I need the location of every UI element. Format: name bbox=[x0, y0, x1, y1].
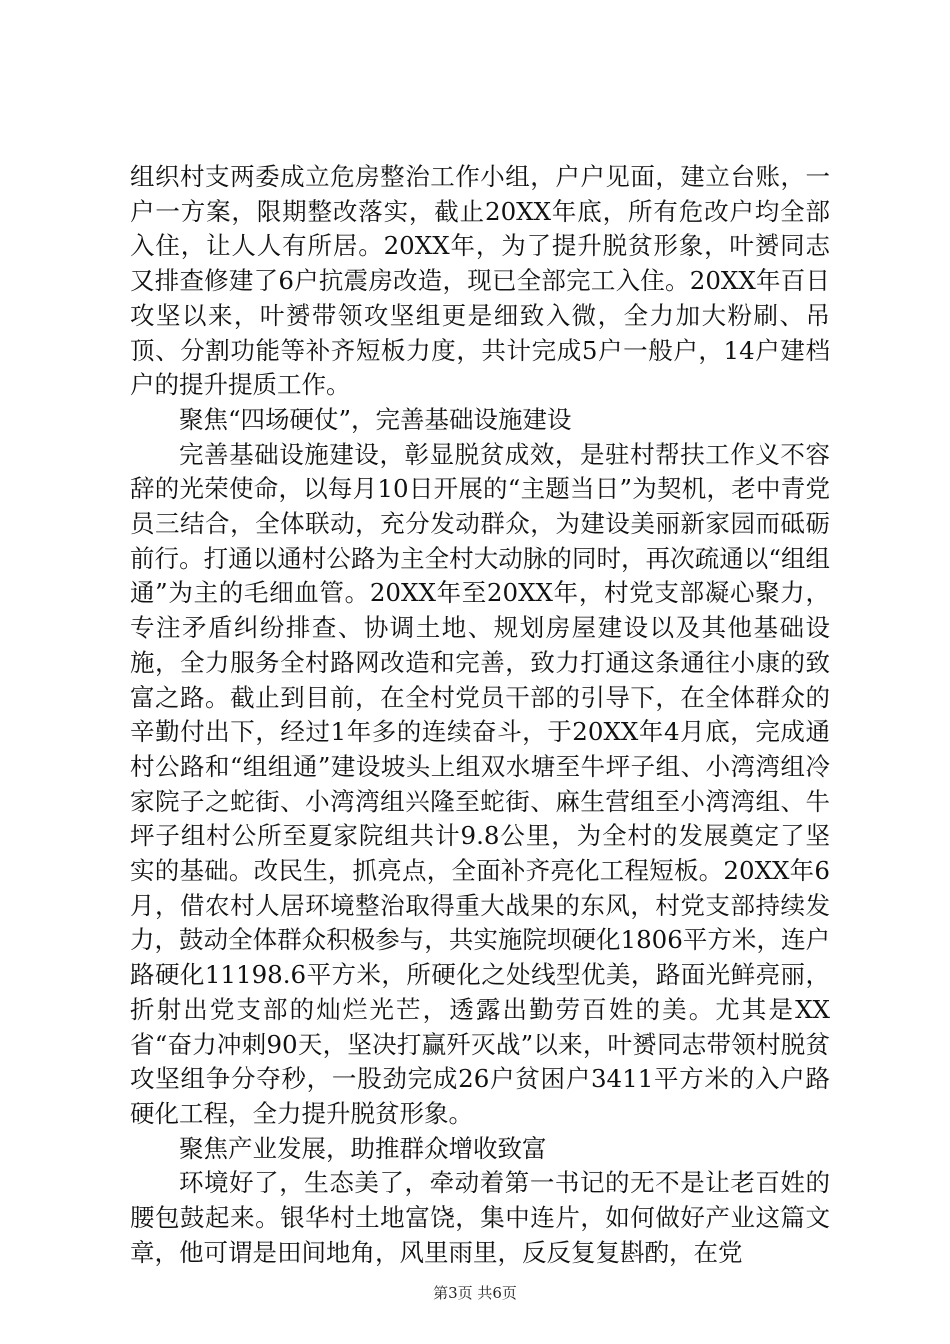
section-heading-industry: 聚焦产业发展，助推群众增收致富 bbox=[179, 1133, 547, 1163]
document-body bbox=[130, 160, 830, 1271]
page-footer: 第3页 共6页 bbox=[433, 1284, 517, 1302]
paragraph-industry: 环境好了，生态美了，牵动着第一书记的无不是让老百姓的腰包鼓起来。银华村土地富饶，集中连片，如何做好产业这篇文章，他可谓是田间地角，风里雨里，反反复复斟酌，在党 bbox=[130, 1168, 830, 1267]
paragraph-infrastructure: 完善基础设施建设，彰显脱贫成效，是驻村帮扶工作义不容辞的光荣使命，以每月10日开展的“主题当日”为契机，老中青党员三结合，全体联动，充分发动群众，为建设美丽新家园而砥砺前行。打通以通村公路为主全村大动脉的同时，再次疏通以“组组通”为主的毛细血管。20XX年至20XX年，村党支部凝心聚力，专注矛盾纠纷排查、协调土地、规划房屋建设以及其他基础设施，全力服务全村路网改造和完善，致力打通这条通往小康的致富之路。截止到目前，在全村党员干部的引导下，在全体群众的辛勤付出下，经过1年多的连续奋斗，于20XX年4月底，完成通村公路和“组组通”建设坡头上组双水塘至牛坪子组、小湾湾组冷家院子之蛇街、小湾湾组兴隆至蛇街、麻生营组至小湾湾组、牛坪子组村公所至夏家院组共计9.8公里，为全村的发展奠定了坚实的基础。改民生，抓亮点，全面补齐亮化工程短板。20XX年6月，借农村人居环境整治取得重大战果的东风，村党支部持续发力，鼓动全体群众积极参与，共实施院坝硬化1806平方米，连户路硬化11198.6平方米，所硬化之处线型优美，路面光鲜亮丽，折射出党支部的灿烂光芒，透露出勤劳百姓的美。尤其是XX省“奋力冲刺90天，坚决打赢歼灭战”以来，叶赟同志带领村脱贫攻坚组争分夺秒，一股劲完成26户贫困户3411平方米的入户路硬化工程，全力提升脱贫形象。 bbox=[130, 439, 830, 1128]
paragraph-housing-renovation: 组织村支两委成立危房整治工作小组，户户见面，建立台账，一户一方案，限期整改落实，截止20XX年底，所有危改户均全部入住，让人人有所居。20XX年，为了提升脱贫形象，叶赟同志又排查修建了6户抗震房改造，现已全部完工入住。20XX年百日攻坚以来，叶赟带领攻坚组更是细致入微，全力加大粉刷、吊顶、分割功能等补齐短板力度，共计完成5户一般户，14户建档户的提升提质工作。 bbox=[130, 162, 830, 400]
section-heading-infrastructure: 聚焦“四场硬仗”，完善基础设施建设 bbox=[179, 404, 572, 434]
